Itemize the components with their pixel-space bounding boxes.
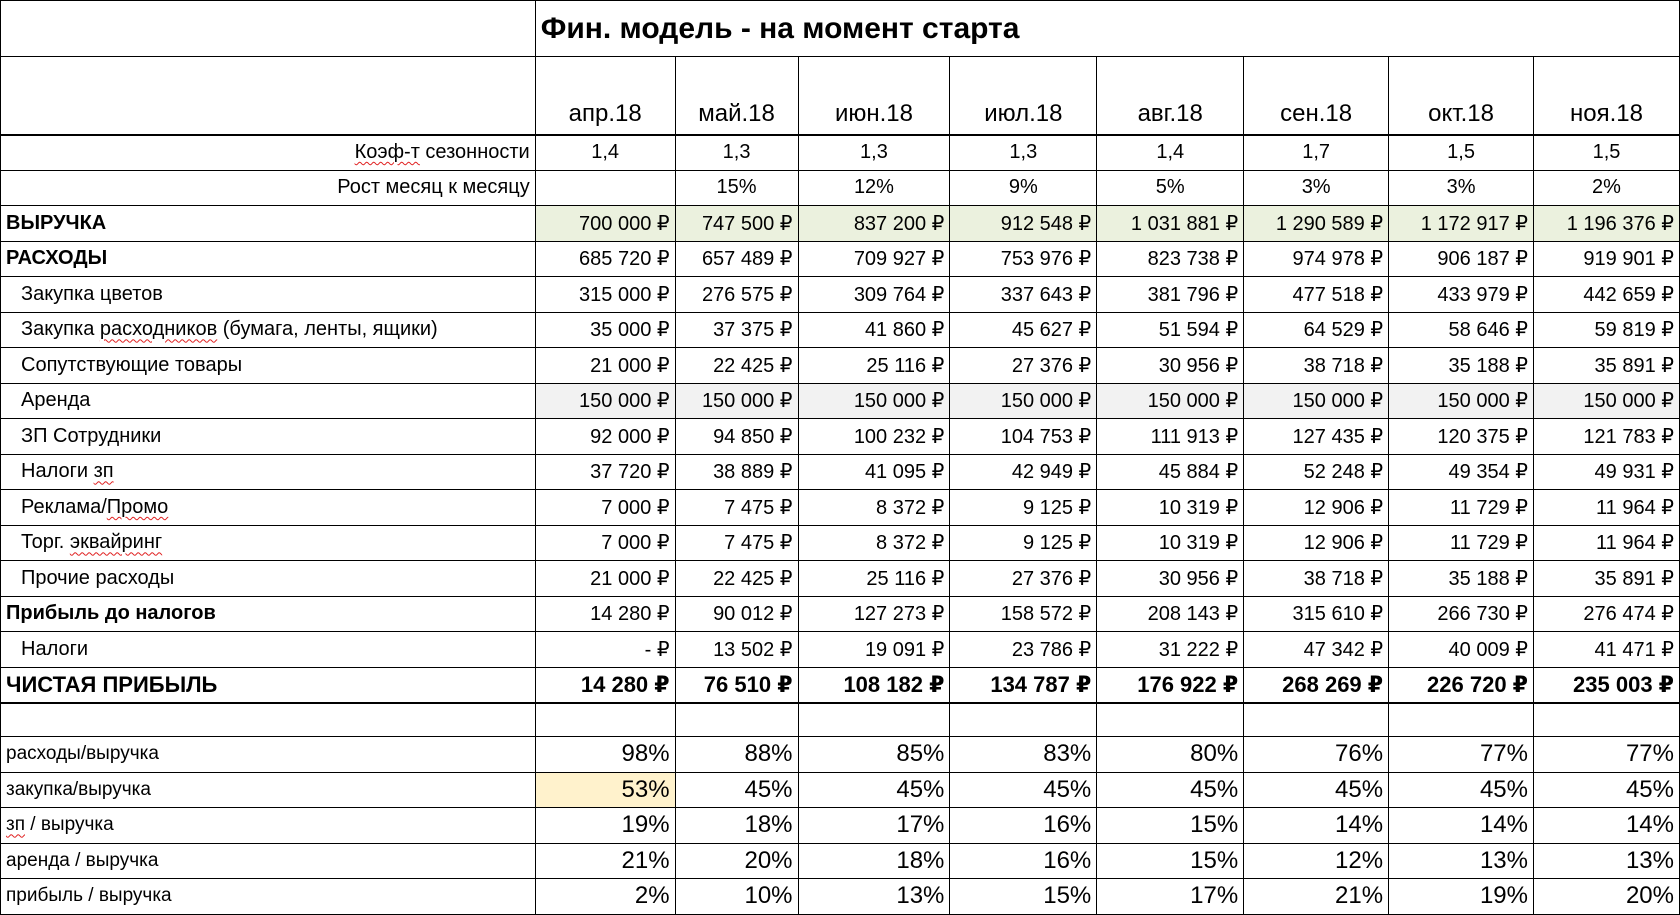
ratio-cell[interactable]: 45% xyxy=(950,772,1097,808)
salary-row xyxy=(1,419,1680,455)
ratio-cell[interactable]: 18% xyxy=(675,808,798,844)
value-cell[interactable]: 47 342 ₽ xyxy=(1244,632,1389,668)
row-label[interactable]: Прибыль до налогов xyxy=(1,596,536,632)
cell[interactable] xyxy=(1,703,536,737)
value-cell[interactable]: 150 000 ₽ xyxy=(535,383,675,419)
ratio-cell[interactable]: 13% xyxy=(1389,843,1534,879)
rent-to-revenue-row xyxy=(1,843,1680,879)
value-cell[interactable] xyxy=(535,170,675,206)
month-header[interactable]: сен.18 xyxy=(1244,57,1389,135)
value-cell[interactable]: 276 474 ₽ xyxy=(1534,596,1680,632)
value-cell[interactable]: 94 850 ₽ xyxy=(675,419,798,455)
cell[interactable] xyxy=(1,1,536,57)
other-expenses-row xyxy=(1,561,1680,597)
value-cell[interactable]: 11 729 ₽ xyxy=(1389,525,1534,561)
value-cell[interactable]: 41 860 ₽ xyxy=(798,312,950,348)
supplies-purchase-row xyxy=(1,312,1680,348)
row-label[interactable]: РАСХОДЫ xyxy=(1,241,536,277)
value-cell[interactable]: 276 575 ₽ xyxy=(675,277,798,313)
month-header[interactable]: авг.18 xyxy=(1097,57,1244,135)
value-cell[interactable]: 1,5 xyxy=(1534,135,1680,171)
salary-to-revenue-row xyxy=(1,808,1680,844)
value-cell[interactable]: 8 372 ₽ xyxy=(798,525,950,561)
month-header[interactable]: окт.18 xyxy=(1389,57,1534,135)
ratio-cell[interactable]: 2% xyxy=(535,879,675,915)
value-cell[interactable]: 1,3 xyxy=(950,135,1097,171)
value-cell[interactable]: 381 796 ₽ xyxy=(1097,277,1244,313)
value-cell[interactable]: 41 095 ₽ xyxy=(798,454,950,490)
value-cell[interactable]: 685 720 ₽ xyxy=(535,241,675,277)
value-cell[interactable]: 1,5 xyxy=(1389,135,1534,171)
value-cell[interactable]: 7 000 ₽ xyxy=(535,490,675,526)
value-cell[interactable]: 37 720 ₽ xyxy=(535,454,675,490)
value-cell[interactable]: 30 956 ₽ xyxy=(1097,561,1244,597)
value-cell[interactable]: 9 125 ₽ xyxy=(950,490,1097,526)
ratio-cell[interactable]: 16% xyxy=(950,808,1097,844)
revenue-row xyxy=(1,206,1680,242)
cell[interactable] xyxy=(535,703,675,737)
value-cell[interactable]: 337 643 ₽ xyxy=(950,277,1097,313)
value-cell[interactable]: 309 764 ₽ xyxy=(798,277,950,313)
value-cell[interactable]: 837 200 ₽ xyxy=(798,206,950,242)
ratio-cell[interactable]: 18% xyxy=(798,843,950,879)
acquiring-row xyxy=(1,525,1680,561)
value-cell[interactable]: 30 956 ₽ xyxy=(1097,348,1244,384)
value-cell[interactable]: 51 594 ₽ xyxy=(1097,312,1244,348)
value-cell[interactable]: 150 000 ₽ xyxy=(1097,383,1244,419)
value-cell[interactable]: 1,3 xyxy=(675,135,798,171)
value-cell[interactable]: 40 009 ₽ xyxy=(1389,632,1534,668)
cell[interactable] xyxy=(950,703,1097,737)
ratio-cell[interactable]: 14% xyxy=(1534,808,1680,844)
value-cell[interactable]: 104 753 ₽ xyxy=(950,419,1097,455)
value-cell[interactable]: 150 000 ₽ xyxy=(675,383,798,419)
value-cell[interactable]: 657 489 ₽ xyxy=(675,241,798,277)
value-cell[interactable]: 12% xyxy=(798,170,950,206)
value-cell[interactable]: 7 000 ₽ xyxy=(535,525,675,561)
header-row xyxy=(1,57,1680,135)
value-cell[interactable]: 49 931 ₽ xyxy=(1534,454,1680,490)
rent-row xyxy=(1,383,1680,419)
expenses-row xyxy=(1,241,1680,277)
cell[interactable] xyxy=(1389,703,1534,737)
ratio-cell[interactable]: 17% xyxy=(798,808,950,844)
value-cell[interactable]: 64 529 ₽ xyxy=(1244,312,1389,348)
cell[interactable] xyxy=(675,703,798,737)
value-cell[interactable]: 753 976 ₽ xyxy=(950,241,1097,277)
value-cell[interactable]: 3% xyxy=(1389,170,1534,206)
value-cell[interactable]: 315 610 ₽ xyxy=(1244,596,1389,632)
value-cell[interactable]: 235 003 ₽ xyxy=(1534,667,1680,703)
value-cell[interactable]: 41 471 ₽ xyxy=(1534,632,1680,668)
value-cell[interactable]: 1,4 xyxy=(1097,135,1244,171)
value-cell[interactable]: 3% xyxy=(1244,170,1389,206)
value-cell[interactable]: 58 646 ₽ xyxy=(1389,312,1534,348)
value-cell[interactable]: 1,3 xyxy=(798,135,950,171)
salary-tax-row xyxy=(1,454,1680,490)
row-label[interactable]: Коэф-т сезонности xyxy=(1,135,536,171)
ratio-cell[interactable]: 77% xyxy=(1534,737,1680,773)
value-cell[interactable]: 21 000 ₽ xyxy=(535,348,675,384)
value-cell[interactable]: 906 187 ₽ xyxy=(1389,241,1534,277)
value-cell[interactable]: 23 786 ₽ xyxy=(950,632,1097,668)
value-cell[interactable]: 108 182 ₽ xyxy=(798,667,950,703)
row-label[interactable]: Прочие расходы xyxy=(1,561,536,597)
ratio-cell[interactable]: 76% xyxy=(1244,737,1389,773)
value-cell[interactable]: 35 188 ₽ xyxy=(1389,348,1534,384)
value-cell[interactable]: 49 354 ₽ xyxy=(1389,454,1534,490)
related-goods-row xyxy=(1,348,1680,384)
cell[interactable] xyxy=(1097,703,1244,737)
value-cell[interactable]: 150 000 ₽ xyxy=(1389,383,1534,419)
profit-to-revenue-row xyxy=(1,879,1680,915)
cell[interactable] xyxy=(798,703,950,737)
ratio-label[interactable]: аренда / выручка xyxy=(1,843,536,879)
value-cell[interactable]: 747 500 ₽ xyxy=(675,206,798,242)
ratio-cell[interactable]: 45% xyxy=(1244,772,1389,808)
row-label[interactable]: Торг. эквайринг xyxy=(1,525,536,561)
value-cell[interactable]: 12 906 ₽ xyxy=(1244,525,1389,561)
value-cell[interactable]: 7 475 ₽ xyxy=(675,525,798,561)
value-cell[interactable]: 127 435 ₽ xyxy=(1244,419,1389,455)
value-cell[interactable]: 1 196 376 ₽ xyxy=(1534,206,1680,242)
value-cell[interactable]: 38 718 ₽ xyxy=(1244,348,1389,384)
row-label[interactable]: ВЫРУЧКА xyxy=(1,206,536,242)
value-cell[interactable]: 10 319 ₽ xyxy=(1097,525,1244,561)
purchase-to-revenue-row xyxy=(1,772,1680,808)
ratio-cell[interactable]: 80% xyxy=(1097,737,1244,773)
taxes-row xyxy=(1,632,1680,668)
ratio-cell[interactable]: 12% xyxy=(1244,843,1389,879)
value-cell[interactable]: 27 376 ₽ xyxy=(950,561,1097,597)
value-cell[interactable]: 709 927 ₽ xyxy=(798,241,950,277)
value-cell[interactable]: 42 949 ₽ xyxy=(950,454,1097,490)
ratio-cell[interactable]: 45% xyxy=(798,772,950,808)
value-cell[interactable]: 14 280 ₽ xyxy=(535,596,675,632)
value-cell[interactable]: 15% xyxy=(675,170,798,206)
cell[interactable] xyxy=(1534,703,1680,737)
value-cell[interactable]: 14 280 ₽ xyxy=(535,667,675,703)
value-cell[interactable]: 35 188 ₽ xyxy=(1389,561,1534,597)
value-cell[interactable]: 477 518 ₽ xyxy=(1244,277,1389,313)
month-header[interactable]: апр.18 xyxy=(535,57,675,135)
value-cell[interactable]: 35 000 ₽ xyxy=(535,312,675,348)
value-cell[interactable]: 9 125 ₽ xyxy=(950,525,1097,561)
ratio-cell[interactable]: 53% xyxy=(535,772,675,808)
value-cell[interactable]: 134 787 ₽ xyxy=(950,667,1097,703)
ads-promo-row xyxy=(1,490,1680,526)
value-cell[interactable]: 127 273 ₽ xyxy=(798,596,950,632)
value-cell[interactable]: 5% xyxy=(1097,170,1244,206)
sheet-title[interactable]: Фин. модель - на момент старта xyxy=(535,1,1679,57)
row-label[interactable]: ЗП Сотрудники xyxy=(1,419,536,455)
month-header[interactable]: май.18 xyxy=(675,57,798,135)
ratio-label[interactable]: прибыль / выручка xyxy=(1,879,536,915)
value-cell[interactable]: 150 000 ₽ xyxy=(1244,383,1389,419)
ratio-cell[interactable]: 15% xyxy=(950,879,1097,915)
row-label[interactable]: Налоги xyxy=(1,632,536,668)
ratio-label[interactable]: зп / выручка xyxy=(1,808,536,844)
value-cell[interactable]: 150 000 ₽ xyxy=(950,383,1097,419)
value-cell[interactable]: 22 425 ₽ xyxy=(675,348,798,384)
costs-to-revenue-row xyxy=(1,737,1680,773)
row-label[interactable]: Сопутствующие товары xyxy=(1,348,536,384)
value-cell[interactable]: 150 000 ₽ xyxy=(798,383,950,419)
value-cell[interactable]: 52 248 ₽ xyxy=(1244,454,1389,490)
value-cell[interactable]: 35 891 ₽ xyxy=(1534,561,1680,597)
row-label[interactable]: ЧИСТАЯ ПРИБЫЛЬ xyxy=(1,667,536,703)
ratio-cell[interactable]: 98% xyxy=(535,737,675,773)
title-row xyxy=(1,1,1680,57)
ratio-cell[interactable]: 85% xyxy=(798,737,950,773)
month-header[interactable]: ноя.18 xyxy=(1534,57,1680,135)
value-cell[interactable]: 1 290 589 ₽ xyxy=(1244,206,1389,242)
ratio-label[interactable]: расходы/выручка xyxy=(1,737,536,773)
value-cell[interactable]: 1 172 917 ₽ xyxy=(1389,206,1534,242)
value-cell[interactable]: 25 116 ₽ xyxy=(798,348,950,384)
ratio-cell[interactable]: 14% xyxy=(1389,808,1534,844)
growth-row xyxy=(1,170,1680,206)
value-cell[interactable]: 111 913 ₽ xyxy=(1097,419,1244,455)
value-cell[interactable]: 1,7 xyxy=(1244,135,1389,171)
ratio-cell[interactable]: 20% xyxy=(1534,879,1680,915)
value-cell[interactable]: 268 269 ₽ xyxy=(1244,667,1389,703)
ratio-cell[interactable]: 20% xyxy=(675,843,798,879)
value-cell[interactable]: 700 000 ₽ xyxy=(535,206,675,242)
ratio-cell[interactable]: 45% xyxy=(1389,772,1534,808)
pretax-profit-row xyxy=(1,596,1680,632)
value-cell[interactable]: 100 232 ₽ xyxy=(798,419,950,455)
ratio-cell[interactable]: 15% xyxy=(1097,808,1244,844)
value-cell[interactable]: 21 000 ₽ xyxy=(535,561,675,597)
value-cell[interactable]: 158 572 ₽ xyxy=(950,596,1097,632)
flowers-purchase-row xyxy=(1,277,1680,313)
value-cell[interactable]: 120 375 ₽ xyxy=(1389,419,1534,455)
value-cell[interactable]: 90 012 ₽ xyxy=(675,596,798,632)
month-header[interactable]: июл.18 xyxy=(950,57,1097,135)
value-cell[interactable]: 226 720 ₽ xyxy=(1389,667,1534,703)
value-cell[interactable]: 266 730 ₽ xyxy=(1389,596,1534,632)
value-cell[interactable]: 92 000 ₽ xyxy=(535,419,675,455)
ratio-cell[interactable]: 19% xyxy=(1389,879,1534,915)
value-cell[interactable]: 12 906 ₽ xyxy=(1244,490,1389,526)
value-cell[interactable]: 27 376 ₽ xyxy=(950,348,1097,384)
seasonality-row xyxy=(1,135,1680,171)
value-cell[interactable]: 8 372 ₽ xyxy=(798,490,950,526)
ratio-cell[interactable]: 45% xyxy=(675,772,798,808)
ratio-cell[interactable]: 19% xyxy=(535,808,675,844)
ratio-cell[interactable]: 13% xyxy=(1534,843,1680,879)
value-cell[interactable]: 45 884 ₽ xyxy=(1097,454,1244,490)
value-cell[interactable]: 25 116 ₽ xyxy=(798,561,950,597)
value-cell[interactable]: 19 091 ₽ xyxy=(798,632,950,668)
ratio-label[interactable]: закупка/выручка xyxy=(1,772,536,808)
value-cell[interactable]: 38 718 ₽ xyxy=(1244,561,1389,597)
value-cell[interactable]: 35 891 ₽ xyxy=(1534,348,1680,384)
value-cell[interactable]: 37 375 ₽ xyxy=(675,312,798,348)
row-label[interactable]: Закупка цветов xyxy=(1,277,536,313)
value-cell[interactable]: 1 031 881 ₽ xyxy=(1097,206,1244,242)
value-cell[interactable]: 2% xyxy=(1534,170,1680,206)
value-cell[interactable]: 919 901 ₽ xyxy=(1534,241,1680,277)
value-cell[interactable]: 442 659 ₽ xyxy=(1534,277,1680,313)
row-label[interactable]: Налоги зп xyxy=(1,454,536,490)
ratio-cell[interactable]: 21% xyxy=(1244,879,1389,915)
value-cell[interactable]: 22 425 ₽ xyxy=(675,561,798,597)
ratio-cell[interactable]: 10% xyxy=(675,879,798,915)
net-profit-row xyxy=(1,667,1680,703)
value-cell[interactable]: 315 000 ₽ xyxy=(535,277,675,313)
value-cell[interactable]: 31 222 ₽ xyxy=(1097,632,1244,668)
value-cell[interactable]: 176 922 ₽ xyxy=(1097,667,1244,703)
value-cell[interactable]: 59 819 ₽ xyxy=(1534,312,1680,348)
value-cell[interactable]: 121 783 ₽ xyxy=(1534,419,1680,455)
ratio-cell[interactable]: 15% xyxy=(1097,843,1244,879)
ratio-cell[interactable]: 16% xyxy=(950,843,1097,879)
row-label[interactable]: Рост месяц к месяцу xyxy=(1,170,536,206)
value-cell[interactable]: 11 964 ₽ xyxy=(1534,490,1680,526)
cell[interactable] xyxy=(1244,703,1389,737)
value-cell[interactable]: 912 548 ₽ xyxy=(950,206,1097,242)
ratio-cell[interactable]: 45% xyxy=(1534,772,1680,808)
ratio-cell[interactable]: 88% xyxy=(675,737,798,773)
value-cell[interactable]: 11 964 ₽ xyxy=(1534,525,1680,561)
value-cell[interactable]: 208 143 ₽ xyxy=(1097,596,1244,632)
value-cell[interactable]: 7 475 ₽ xyxy=(675,490,798,526)
value-cell[interactable]: 1,4 xyxy=(535,135,675,171)
value-cell[interactable]: - ₽ xyxy=(535,632,675,668)
value-cell[interactable]: 38 889 ₽ xyxy=(675,454,798,490)
ratio-cell[interactable]: 45% xyxy=(1097,772,1244,808)
value-cell[interactable]: 10 319 ₽ xyxy=(1097,490,1244,526)
ratio-cell[interactable]: 21% xyxy=(535,843,675,879)
value-cell[interactable]: 150 000 ₽ xyxy=(1534,383,1680,419)
value-cell[interactable]: 433 979 ₽ xyxy=(1389,277,1534,313)
ratio-cell[interactable]: 83% xyxy=(950,737,1097,773)
value-cell[interactable]: 45 627 ₽ xyxy=(950,312,1097,348)
ratio-cell[interactable]: 14% xyxy=(1244,808,1389,844)
value-cell[interactable]: 823 738 ₽ xyxy=(1097,241,1244,277)
cell[interactable] xyxy=(1,57,536,135)
value-cell[interactable]: 11 729 ₽ xyxy=(1389,490,1534,526)
month-header[interactable]: июн.18 xyxy=(798,57,950,135)
value-cell[interactable]: 9% xyxy=(950,170,1097,206)
value-cell[interactable]: 974 978 ₽ xyxy=(1244,241,1389,277)
value-cell[interactable]: 76 510 ₽ xyxy=(675,667,798,703)
value-cell[interactable]: 13 502 ₽ xyxy=(675,632,798,668)
ratio-cell[interactable]: 17% xyxy=(1097,879,1244,915)
row-label[interactable]: Аренда xyxy=(1,383,536,419)
empty-row xyxy=(1,703,1680,737)
ratio-cell[interactable]: 13% xyxy=(798,879,950,915)
ratio-cell[interactable]: 77% xyxy=(1389,737,1534,773)
row-label[interactable]: Реклама/Промо xyxy=(1,490,536,526)
row-label[interactable]: Закупка расходников (бумага, ленты, ящики) xyxy=(1,312,536,348)
